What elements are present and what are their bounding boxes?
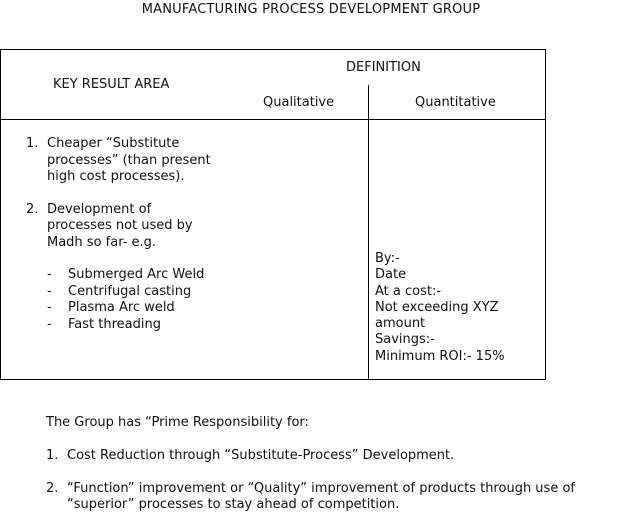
bullet-dash: -	[47, 300, 52, 315]
key-result-area-header: KEY RESULT AREA	[53, 77, 170, 92]
item-number: 1.	[26, 136, 39, 151]
definition-line: By:-	[375, 251, 400, 266]
bullet-dash: -	[47, 316, 52, 332]
definition-line: Minimum ROI:- 15%	[375, 348, 505, 364]
list-item	[47, 317, 204, 334]
definition-header: DEFINITION	[346, 60, 421, 75]
responsibility-intro: The Group has “Prime Responsibility for:	[46, 415, 309, 430]
definition-line: At a cost:-	[375, 283, 442, 299]
list-item	[47, 267, 204, 284]
list-item	[26, 202, 211, 252]
item-number: 2.	[26, 201, 39, 217]
item-text: Fast threading	[68, 316, 161, 332]
page-title: MANUFACTURING PROCESS DEVELOPMENT GROUP	[141, 2, 481, 17]
header-divider	[1, 119, 545, 120]
quantitative-definition	[375, 251, 505, 365]
definition-line: Date	[375, 267, 407, 283]
qualitative-header: Qualitative	[263, 95, 335, 110]
item-text: Cost Reduction through “Substitute-Process” Development.	[67, 448, 455, 463]
responsibility-item	[46, 481, 575, 513]
definition-line: Savings:-	[375, 332, 435, 348]
bullet-dash: -	[47, 283, 52, 299]
item-text: “Function” improvement or “Quality” improvement of products through use of “superior” processes to stay ahead of competition.	[67, 481, 575, 512]
responsibility-item	[46, 448, 454, 463]
item-text: Submerged Arc Weld	[68, 267, 205, 282]
item-number: 1.	[46, 448, 59, 463]
bullet-dash: -	[47, 267, 52, 282]
item-text: Plasma Arc weld	[68, 300, 175, 315]
list-item	[26, 136, 211, 186]
definition-line: Not exceeding XYZ	[375, 299, 499, 315]
list-item	[47, 300, 204, 317]
item-number: 2.	[46, 481, 59, 496]
definition-line: amount	[375, 316, 426, 332]
item-text: Centrifugal casting	[68, 283, 192, 299]
list-item	[47, 284, 204, 301]
item-text: Development of processes not used by Madh so far- e.g.	[47, 201, 193, 250]
process-sub-list	[47, 267, 204, 333]
key-result-list	[26, 136, 211, 251]
key-result-table	[0, 49, 546, 380]
quantitative-header: Quantitative	[415, 95, 496, 110]
column-divider	[368, 85, 369, 379]
item-text: Cheaper “Substitute processes” (than present high cost processes).	[47, 136, 211, 184]
